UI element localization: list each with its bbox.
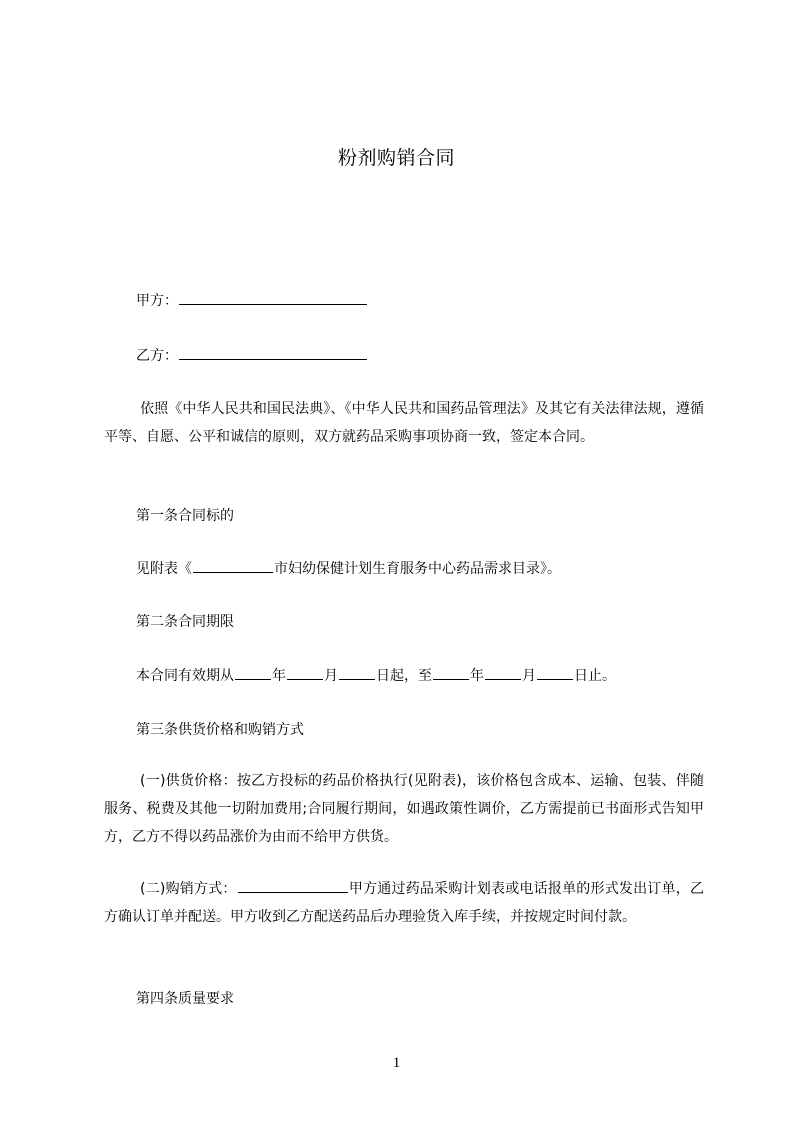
party-b-blank	[179, 345, 367, 360]
purchase-method-blank	[238, 878, 348, 893]
start-month-label: 月	[324, 668, 338, 684]
start-day-blank	[339, 665, 375, 680]
article3-clause1	[104, 767, 704, 851]
article1-prefix: 见附表《	[136, 561, 192, 577]
city-blank	[193, 558, 273, 573]
party-b-label: 乙方：	[136, 348, 178, 364]
start-year-label: 年	[272, 668, 286, 684]
clause2-prefix: (二)购销方式：	[140, 881, 237, 897]
clause1-text: (一)供货价格：按乙方投标的药品价格执行(见附表)，该价格包含成本、运输、包装、伴随服务、税费及其他一切附加费用;合同履行期间，如遇政策性调价，乙方需提前已书面形式告知甲方，乙方不得以药品涨价为由而不给甲方供货。	[104, 773, 704, 845]
party-a-line	[136, 290, 368, 310]
start-month-blank	[287, 665, 323, 680]
article1-text	[136, 558, 561, 578]
article3-heading: 第三条供货价格和购销方式	[136, 722, 304, 738]
article2-heading: 第二条合同期限	[136, 614, 234, 630]
end-year-label: 年	[470, 668, 484, 684]
article2-text	[136, 665, 616, 685]
end-day-blank	[537, 665, 573, 680]
end-month-label: 月	[522, 668, 536, 684]
intro-text: 依照《中华人民共和国民法典》、《中华人民共和国药品管理法》及其它有关法律法规，遵循平等、自愿、公平和诚信的原则，双方就药品采购事项协商一致，签定本合同。	[104, 401, 704, 445]
page-number: 1	[392, 1055, 401, 1071]
start-day-label: 日起，至	[376, 668, 432, 684]
end-year-blank	[433, 665, 469, 680]
intro-paragraph	[104, 395, 704, 451]
article1-suffix: 市妇幼保健计划生育服务中心药品需求目录》。	[274, 561, 561, 577]
document-title: 粉剂购销合同	[337, 147, 455, 169]
end-day-label: 日止。	[574, 668, 616, 684]
article3-clause2	[104, 875, 704, 931]
article4-heading: 第四条质量要求	[136, 991, 234, 1007]
clause2-suffix: 甲方通过药品采购计划表或电话报单的形式发出订单，乙方确认订单并配送。甲方收到乙方配送药品后办理验货入库手续，并按规定时间付款。	[104, 881, 704, 925]
start-year-blank	[235, 665, 271, 680]
party-a-label: 甲方：	[136, 293, 178, 309]
term-prefix: 本合同有效期从	[136, 668, 234, 684]
party-a-blank	[179, 290, 367, 305]
article1-heading: 第一条合同标的	[136, 508, 234, 524]
end-month-blank	[485, 665, 521, 680]
party-b-line	[136, 345, 368, 365]
